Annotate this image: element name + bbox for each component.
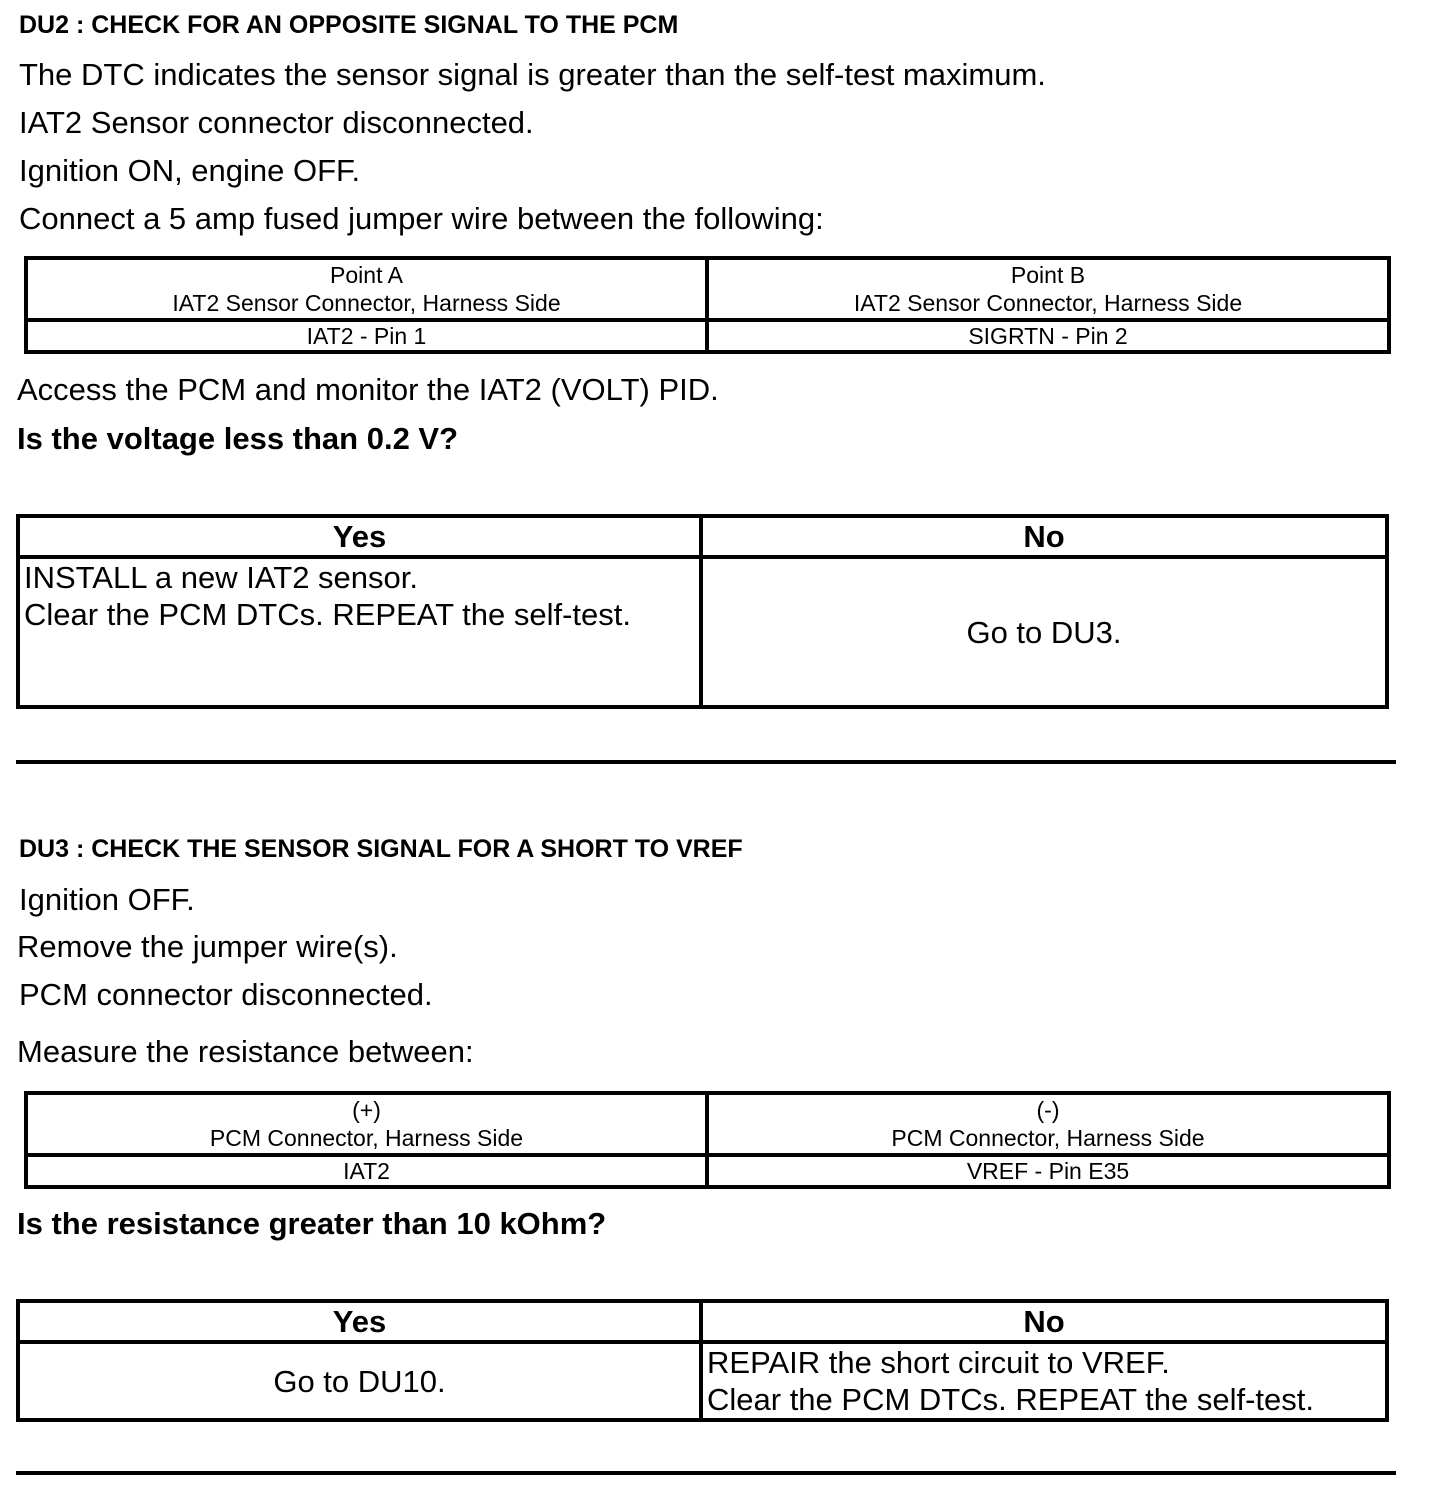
du2-step-3: Ignition ON, engine OFF. xyxy=(19,153,361,188)
du2-point-a-title: Point A xyxy=(330,262,403,288)
du3-yes-cell: Go to DU10. xyxy=(18,1342,701,1420)
du3-no-header: No xyxy=(701,1301,1387,1342)
du2-connection-table xyxy=(24,256,1391,354)
du3-negative-title: (-) xyxy=(1036,1097,1060,1123)
du2-no-cell: Go to DU3. xyxy=(701,557,1387,707)
du3-connection-table xyxy=(24,1091,1391,1189)
du2-step-4: Connect a 5 amp fused jumper wire between the following: xyxy=(19,201,824,236)
section-divider-1 xyxy=(16,760,1396,764)
du3-yes-header: Yes xyxy=(18,1301,701,1342)
du2-point-a-value: IAT2 - Pin 1 xyxy=(26,320,707,352)
du3-no-cell xyxy=(701,1342,1387,1420)
du3-negative-value: VREF - Pin E35 xyxy=(707,1155,1389,1187)
du3-positive-subtitle: PCM Connector, Harness Side xyxy=(209,1125,524,1151)
du2-heading: DU2 : CHECK FOR AN OPPOSITE SIGNAL TO THE PCM xyxy=(19,11,679,39)
du3-negative-subtitle: PCM Connector, Harness Side xyxy=(891,1125,1205,1151)
du2-yes-cell xyxy=(18,557,701,707)
du2-yes-line-1: INSTALL a new IAT2 sensor. xyxy=(24,560,418,595)
du3-step-2: Remove the jumper wire(s). xyxy=(17,929,398,964)
du3-positive-header xyxy=(26,1093,707,1155)
du3-heading: DU3 : CHECK THE SENSOR SIGNAL FOR A SHORT TO VREF xyxy=(19,835,743,863)
du2-step-1: The DTC indicates the sensor signal is greater than the self-test maximum. xyxy=(19,57,1046,92)
du3-no-line-1: REPAIR the short circuit to VREF. xyxy=(707,1345,1170,1380)
du2-yes-line-2: Clear the PCM DTCs. REPEAT the self-test. xyxy=(24,597,631,632)
du2-point-b-header xyxy=(707,258,1389,320)
du2-result-table xyxy=(16,514,1389,709)
section-divider-2 xyxy=(16,1471,1396,1475)
du3-measure-step: Measure the resistance between: xyxy=(17,1034,474,1069)
du3-result-table xyxy=(16,1299,1389,1422)
du2-point-a-subtitle: IAT2 Sensor Connector, Harness Side xyxy=(172,290,561,316)
du2-point-b-subtitle: IAT2 Sensor Connector, Harness Side xyxy=(853,290,1243,316)
du3-no-line-2: Clear the PCM DTCs. REPEAT the self-test. xyxy=(707,1382,1314,1417)
du2-step-2: IAT2 Sensor connector disconnected. xyxy=(19,105,534,140)
du3-step-3: PCM connector disconnected. xyxy=(19,977,433,1012)
du2-question: Is the voltage less than 0.2 V? xyxy=(17,421,459,456)
du2-point-a-header xyxy=(26,258,707,320)
du3-question: Is the resistance greater than 10 kOhm? xyxy=(17,1206,607,1241)
du3-negative-header xyxy=(707,1093,1389,1155)
du2-point-b-value: SIGRTN - Pin 2 xyxy=(707,320,1389,352)
du3-step-1: Ignition OFF. xyxy=(19,882,195,917)
du2-point-b-title: Point B xyxy=(1010,262,1086,288)
du3-positive-value: IAT2 xyxy=(26,1155,707,1187)
du2-monitor-step: Access the PCM and monitor the IAT2 (VOLT) PID. xyxy=(17,372,719,407)
du2-no-header: No xyxy=(701,516,1387,557)
du2-yes-header: Yes xyxy=(18,516,701,557)
du3-positive-title: (+) xyxy=(352,1097,381,1123)
